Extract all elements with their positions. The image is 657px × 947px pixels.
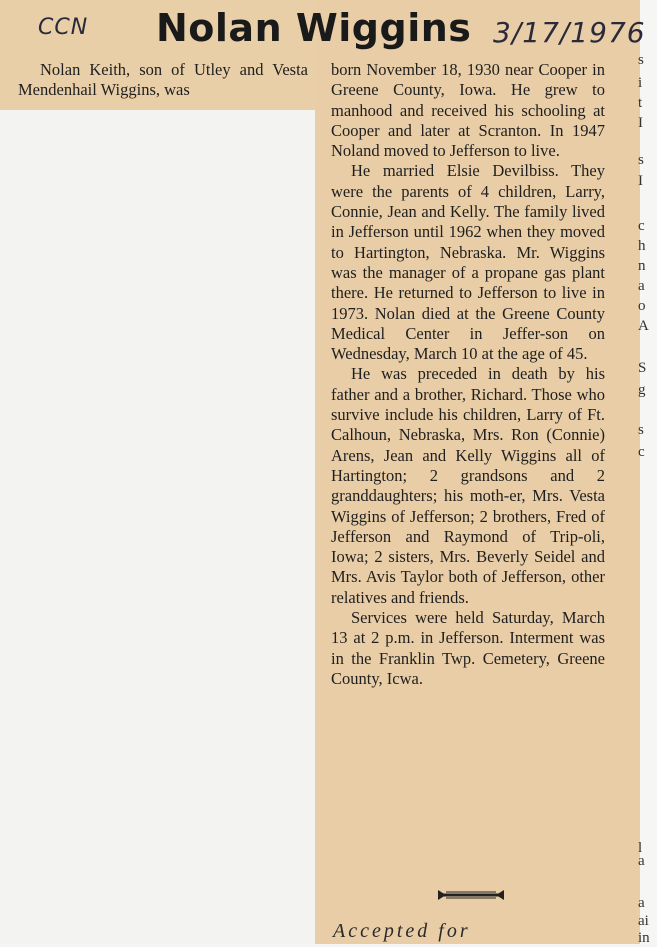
right-column-paragraph-3: He was preceded in death by his father and a brother, Richard. Those who survive include his children, Larry of Ft. Calhoun, Nebraska, Mrs. Ron (Connie) Arens, Jean and Kelly Wiggins all of Hartington; 2 grandsons and 2 granddaughters; his moth-er, Mrs. Vesta Wiggins of Jefferson; 2 brothers, Fred of Jefferson and Raymond of Trip-oli, Iowa; 2 sisters, Mrs. Beverly Seidel and Mrs. Avis Taylor both of Jefferson, other relatives and friends.	[331, 364, 605, 607]
edge-fragment: l	[638, 840, 643, 856]
next-article-fragment: Accepted for	[333, 920, 471, 942]
edge-fragment: o	[638, 298, 646, 314]
edge-fragment: s	[638, 422, 644, 438]
left-column-paragraph: Nolan Keith, son of Utley and Vesta Mendenhail Wiggins, was	[18, 60, 308, 100]
edge-fragment: in	[638, 930, 650, 946]
edge-fragment: a	[638, 895, 645, 911]
edge-fragment: c	[638, 218, 645, 234]
article-left-column	[18, 60, 308, 101]
handwritten-initials: CCN	[38, 15, 89, 40]
edge-fragment: a	[638, 278, 645, 294]
edge-fragment: A	[638, 318, 649, 334]
edge-fragment: t	[638, 95, 643, 111]
right-column-paragraph-4: Services were held Saturday, March 13 at 2 p.m. in Jefferson. Interment was in the Franklin Twp. Cemetery, Greene County, Icwa.	[331, 608, 605, 688]
edge-fragment: S	[638, 360, 647, 376]
end-ornament-icon	[436, 888, 506, 902]
edge-fragment: c	[638, 444, 645, 460]
edge-fragment: ai	[638, 913, 649, 929]
cut-away-background	[0, 110, 315, 944]
article-right-column	[331, 60, 605, 689]
edge-fragment: s	[638, 152, 644, 168]
right-column-paragraph-2: He married Elsie Devilbiss. They were the parents of 4 children, Larry, Connie, Jean and Kelly. The family lived in Jefferson until 1962 when they moved to Hartington, Nebraska. Mr. Wiggins was the manager of a propane gas plant there. He returned to Jefferson to live in 1973. Nolan died at the Greene County Medical Center in Jeffer-son on Wednesday, March 10 at the age of 45.	[331, 161, 605, 364]
edge-fragment: g	[638, 382, 646, 398]
handwritten-date: 3/17/1976	[493, 16, 646, 49]
edge-fragment: n	[638, 258, 646, 274]
edge-fragment: a	[638, 853, 645, 869]
clipping-right-edge	[640, 0, 657, 944]
edge-fragment: i	[638, 75, 643, 91]
edge-fragment: s	[638, 52, 644, 68]
edge-fragment: h	[638, 238, 646, 254]
edge-fragment: I	[638, 115, 643, 131]
headline: Nolan Wiggins	[156, 6, 472, 50]
right-column-paragraph-1: born November 18, 1930 near Cooper in Greene County, Iowa. He grew to manhood and received his schooling at Cooper and later at Scranton. In 1947 Noland moved to Jefferson to live.	[331, 60, 605, 161]
edge-fragment: I	[638, 173, 643, 189]
